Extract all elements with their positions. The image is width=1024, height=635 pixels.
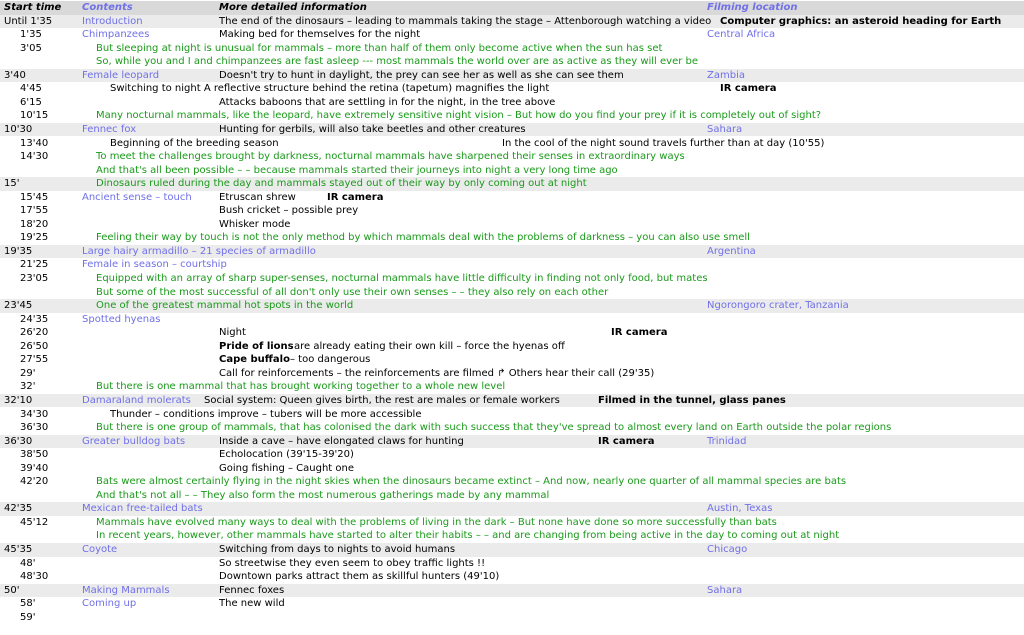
start-time-cell: 42'20 [20, 476, 49, 488]
details-cell: Downtown parks attract them as skillful hunters (49'10) [219, 571, 500, 583]
technique-note: Computer graphics: an asteroid heading for Earth [720, 15, 1002, 27]
details-cell: Attacks baboons that are settling in for the night, in the tree above [219, 96, 556, 108]
filming-location-cell: Argentina [707, 245, 756, 257]
table-row [0, 597, 1024, 611]
details-cell: Switching to night A reflective structure behind the retina (tapetum) magnifies the light [110, 83, 550, 95]
start-time-cell: 48' [20, 557, 36, 569]
filming-location-cell: Zambia [707, 69, 745, 81]
table-row [0, 435, 1024, 449]
narration-note: Mammals have evolved many ways to deal with the problems of living in the dark – But none have done so more successfully than bats [96, 516, 777, 528]
table-row [0, 82, 1024, 96]
narration-note: To meet the challenges brought by darkness, nocturnal mammals have sharpened their senses in extraordinary ways [96, 151, 685, 163]
contents-cell: Coyote [82, 544, 118, 555]
start-time-cell: 18'20 [20, 218, 49, 230]
start-time-cell: 59' [20, 611, 36, 623]
contents-cell: Introduction [82, 15, 143, 27]
start-time-cell: 26'50 [20, 340, 49, 352]
table-row [0, 123, 1024, 137]
table-row [0, 421, 1024, 435]
details-cell: Echolocation (39'15-39'20) [219, 449, 354, 461]
start-time-cell: 45'12 [20, 516, 49, 528]
details-cell: Etruscan shrew [219, 191, 296, 203]
narration-note: One of the greatest mammal hot spots in the world [96, 300, 354, 312]
technique-note: IR camera [598, 435, 655, 447]
table-row [0, 109, 1024, 123]
table-row [0, 529, 1024, 543]
table-row [0, 326, 1024, 340]
contents-cell: Fennec fox [82, 123, 137, 135]
start-time-cell: 10'15 [20, 110, 49, 122]
contents-cell: Coming up [82, 598, 137, 610]
details-cell: Thunder – conditions improve – tubers will be more accessible [110, 408, 422, 420]
technique-note: IR camera [720, 83, 777, 95]
table-row [0, 557, 1024, 571]
table-row [0, 258, 1024, 272]
narration-note: Equipped with an array of sharp super-senses, nocturnal mammals have little difficulty in finding not only food, but mates [96, 273, 708, 284]
table-row [0, 462, 1024, 476]
table-row [0, 611, 1024, 625]
table-row [0, 245, 1024, 259]
details-secondary: In the cool of the night sound travels further than at day (10'55) [502, 137, 825, 149]
details-cell: The new wild [219, 598, 285, 610]
details-cell: – too dangerous [290, 354, 371, 366]
table-row [0, 353, 1024, 367]
contents-cell: Greater bulldog bats [82, 435, 186, 447]
table-row [0, 218, 1024, 232]
start-time-cell: 36'30 [4, 435, 33, 447]
table-row [0, 516, 1024, 530]
header-details: More detailed information [219, 2, 367, 13]
details-cell: Bush cricket – possible prey [219, 205, 359, 217]
start-time-cell: 32'10 [4, 394, 33, 406]
table-row [0, 394, 1024, 408]
start-time-cell: 15'45 [20, 191, 49, 203]
table-row [0, 204, 1024, 218]
table-row [0, 69, 1024, 83]
table-row [0, 231, 1024, 245]
details-cell: The end of the dinosaurs – leading to mammals taking the stage – Attenborough watching a video [219, 15, 712, 27]
start-time-cell: 50' [4, 584, 20, 596]
start-time-cell: 23'45 [4, 300, 33, 312]
filming-location-cell: Ngorongoro crater, Tanzania [707, 300, 849, 312]
technique-note: IR camera [611, 327, 668, 339]
start-time-cell: 19'35 [4, 245, 33, 257]
table-row [0, 475, 1024, 489]
contents-cell: Mexican free-tailed bats [82, 503, 203, 515]
table-row [0, 137, 1024, 151]
table-row [0, 177, 1024, 191]
narration-note: Dinosaurs ruled during the day and mammals stayed out of their way by only coming out at night [96, 178, 587, 190]
narration-note: But there is one group of mammals, that has colonised the dark with such success that they've spread to almost every land on Earth outside the polar regions [96, 422, 892, 434]
details-cell: Making bed for themselves for the night [219, 29, 421, 41]
narration-note: And that's not all – – They also form the most numerous gatherings made by any mammal [96, 489, 550, 501]
start-time-cell: 34'30 [20, 408, 49, 420]
start-time-cell: 39'40 [20, 462, 49, 474]
narration-note: In recent years, however, other mammals have started to alter their habits – – and are changing from being active in the day to coming out at night [96, 530, 840, 542]
table-row [0, 502, 1024, 516]
table-row [0, 55, 1024, 69]
start-time-cell: 3'40 [4, 69, 26, 81]
technique-note: Filmed in the tunnel, glass panes [598, 394, 786, 406]
details-cell: Doesn't try to hunt in daylight, the prey can see her as well as she can see them [219, 69, 624, 81]
filming-location-cell: Trinidad [707, 435, 747, 447]
start-time-cell: 32' [20, 381, 36, 393]
start-time-cell: 23'05 [20, 273, 49, 284]
filming-location-cell: Sahara [707, 123, 743, 135]
details-cell: Switching from days to nights to avoid humans [219, 544, 456, 555]
technique-note: IR camera [327, 191, 384, 203]
start-time-cell: 26'20 [20, 327, 49, 339]
narration-note: Bats were almost certainly flying in the night skies when the dinosaurs became extinct – And now, nearly one quarter of all mammal species are bats [96, 476, 847, 488]
start-time-cell: 4'45 [20, 83, 42, 95]
narration-note: Feeling their way by touch is not the only method by which mammals deal with the problems of darkness – you can also use smell [96, 232, 750, 244]
filming-location-cell: Chicago [707, 544, 748, 555]
start-time-cell: 6'15 [20, 96, 42, 108]
details-bold-lead: Pride of lions [219, 340, 294, 352]
contents-cell: Ancient sense – touch [82, 191, 192, 203]
table-row [0, 150, 1024, 164]
start-time-cell: 48'30 [20, 571, 49, 583]
contents-cell: Female in season – courtship [82, 259, 227, 271]
start-time-cell: 1'35 [20, 29, 42, 41]
narration-note: And that's all been possible – – because mammals started their journeys into night a very long time ago [96, 164, 618, 176]
start-time-cell: 38'50 [20, 449, 49, 461]
start-time-cell: 29' [20, 367, 36, 379]
table-row [0, 164, 1024, 178]
table-row [0, 286, 1024, 300]
contents-cell: Chimpanzees [82, 29, 150, 41]
details-cell: So streetwise they even seem to obey traffic lights !! [219, 557, 486, 569]
start-time-cell: Until 1'35 [4, 15, 53, 27]
details-bold-lead: Cape buffalo [219, 354, 290, 366]
filming-location-cell: Central Africa [707, 29, 776, 41]
start-time-cell: 14'30 [20, 151, 49, 163]
details-cell: Social system: Queen gives birth, the rest are males or female workers [204, 394, 560, 406]
start-time-cell: 36'30 [20, 422, 49, 434]
narration-note: But there is one mammal that has brought working together to a whole new level [96, 381, 506, 393]
start-time-cell: 27'55 [20, 354, 49, 366]
table-row [0, 584, 1024, 598]
contents-cell: Damaraland molerats [82, 394, 191, 406]
start-time-cell: 10'30 [4, 123, 33, 135]
details-cell: Inside a cave – have elongated claws for hunting [219, 435, 464, 447]
table-row [0, 408, 1024, 422]
narration-note: So, while you and I and chimpanzees are fast asleep --- most mammals the world over are as active as they will ever be [96, 56, 699, 68]
table-row [0, 299, 1024, 313]
table-row [0, 272, 1024, 286]
details-cell: Beginning of the breeding season [110, 137, 279, 149]
table-row [0, 191, 1024, 205]
start-time-cell: 42'35 [4, 503, 33, 515]
start-time-cell: 19'25 [20, 232, 49, 244]
table-row [0, 380, 1024, 394]
header-contents: Contents [82, 2, 133, 13]
details-cell: Going fishing – Caught one [219, 462, 355, 474]
contents-cell: Making Mammals [82, 584, 170, 596]
filming-location-cell: Austin, Texas [707, 503, 773, 515]
details-cell: Call for reinforcements – the reinforcements are filmed ↱ Others hear their call (29'35) [219, 367, 655, 379]
table-row [0, 313, 1024, 327]
details-cell: Whisker mode [219, 218, 291, 230]
header-start-time: Start time [4, 2, 62, 13]
details-cell: Fennec foxes [219, 584, 285, 596]
table-row [0, 543, 1024, 557]
table-row [0, 96, 1024, 110]
contents-cell: Female leopard [82, 69, 160, 81]
details-cell: Hunting for gerbils, will also take beetles and other creatures [219, 123, 526, 135]
start-time-cell: 15' [4, 178, 20, 190]
start-time-cell: 58' [20, 598, 36, 610]
narration-note: But sleeping at night is unusual for mammals – more than half of them only become active when the sun has set [96, 42, 663, 54]
table-row [0, 489, 1024, 503]
table-row [0, 448, 1024, 462]
narration-note: But some of the most successful of all don't only use their own senses – – they also rely on each other [96, 286, 609, 298]
contents-cell: Large hairy armadillo – 21 species of armadillo [82, 245, 316, 257]
table-row [0, 42, 1024, 56]
details-cell: Night [219, 327, 246, 339]
contents-cell: Spotted hyenas [82, 313, 161, 325]
start-time-cell: 17'55 [20, 205, 49, 217]
filming-location-cell: Sahara [707, 584, 743, 596]
start-time-cell: 45'35 [4, 544, 33, 555]
start-time-cell: 13'40 [20, 137, 49, 149]
header-row [0, 1, 1024, 15]
table-row [0, 340, 1024, 354]
details-cell: are already eating their own kill – force the hyenas off [294, 340, 565, 352]
narration-note: Many nocturnal mammals, like the leopard, have extremely sensitive night vision – But how do you find your prey if it is completely out of sight? [96, 110, 822, 122]
table-row [0, 570, 1024, 584]
header-location: Filming location [707, 2, 798, 13]
table-row [0, 367, 1024, 381]
table-row [0, 28, 1024, 42]
start-time-cell: 3'05 [20, 42, 42, 54]
table-row [0, 15, 1024, 29]
start-time-cell: 24'35 [20, 313, 49, 325]
start-time-cell: 21'25 [20, 259, 49, 271]
